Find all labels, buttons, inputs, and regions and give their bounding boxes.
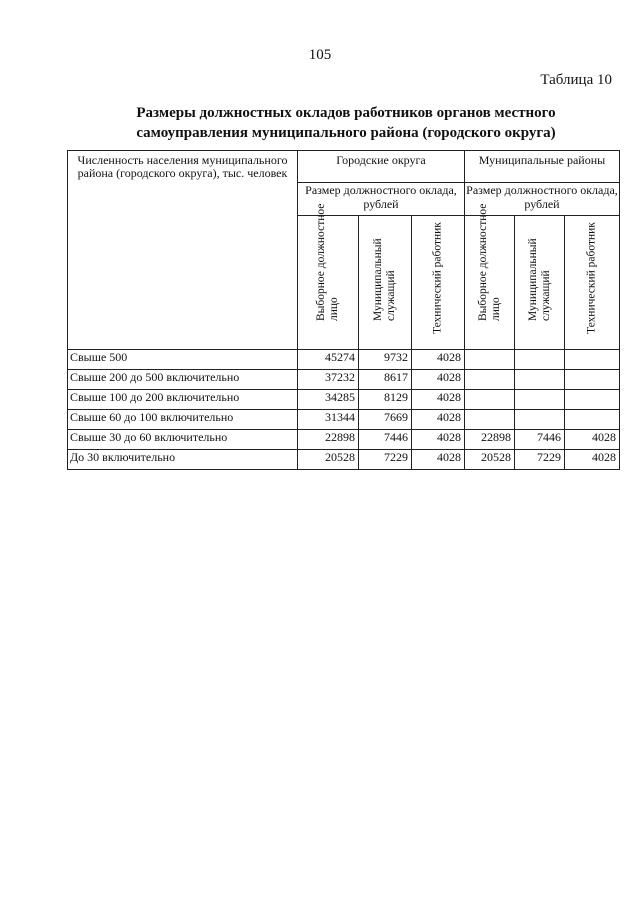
cell-municipal-tech xyxy=(565,370,620,390)
cell-municipal-servant: 7229 xyxy=(515,450,565,470)
cell-municipal-tech xyxy=(565,390,620,410)
header-salary-municipal: Размер должностного оклада, рублей xyxy=(465,183,620,216)
header-municipal-districts: Муниципальные районы xyxy=(465,151,620,183)
cell-urban-elected: 20528 xyxy=(298,450,359,470)
cell-urban-elected: 31344 xyxy=(298,410,359,430)
cell-municipal-elected xyxy=(465,350,515,370)
table-row xyxy=(68,370,620,390)
cell-municipal-servant xyxy=(515,410,565,430)
cell-municipal-servant: 7446 xyxy=(515,430,565,450)
cell-municipal-elected: 22898 xyxy=(465,430,515,450)
header-col-label: Муниципальный служащий xyxy=(372,238,397,321)
cell-urban-elected: 37232 xyxy=(298,370,359,390)
cell-urban-elected: 45274 xyxy=(298,350,359,370)
cell-urban-servant: 7229 xyxy=(359,450,412,470)
header-col-tech-municipal xyxy=(565,216,620,350)
row-label: До 30 включительно xyxy=(68,450,298,470)
cell-urban-tech: 4028 xyxy=(412,350,465,370)
header-col-label: Технический работник xyxy=(431,222,444,334)
cell-municipal-tech: 4028 xyxy=(565,430,620,450)
cell-municipal-elected xyxy=(465,410,515,430)
header-col-tech-urban xyxy=(412,216,465,350)
header-salary-urban: Размер должностного оклада, рублей xyxy=(298,183,465,216)
cell-municipal-tech: 4028 xyxy=(565,450,620,470)
header-col-label: Муниципальный служащий xyxy=(526,238,552,321)
cell-urban-tech: 4028 xyxy=(412,390,465,410)
cell-urban-servant: 7446 xyxy=(359,430,412,450)
table-row xyxy=(68,430,620,450)
cell-urban-servant: 7669 xyxy=(359,410,412,430)
cell-municipal-tech xyxy=(565,410,620,430)
page-title xyxy=(60,103,632,143)
page-number: 105 xyxy=(308,47,332,63)
cell-urban-elected: 34285 xyxy=(298,390,359,410)
row-label: Свыше 60 до 100 включительно xyxy=(68,410,298,430)
header-col-servant-urban xyxy=(359,216,412,350)
cell-urban-tech: 4028 xyxy=(412,410,465,430)
header-col-elected-urban xyxy=(298,203,359,350)
header-population: Численность населения муниципального района (городского округа), тыс. человек xyxy=(68,151,298,350)
table-row xyxy=(68,390,620,410)
header-col-label: Выборное должностное лицо xyxy=(315,203,340,321)
salary-table xyxy=(67,150,620,470)
cell-municipal-tech xyxy=(565,350,620,370)
table-row xyxy=(68,450,620,470)
table-label: Таблица 10 xyxy=(540,72,612,88)
cell-municipal-elected xyxy=(465,370,515,390)
title-line-1: Размеры должностных окладов работников органов местного xyxy=(136,105,556,121)
row-label: Свыше 500 xyxy=(68,350,298,370)
cell-municipal-elected xyxy=(465,390,515,410)
cell-urban-tech: 4028 xyxy=(412,430,465,450)
cell-urban-servant: 9732 xyxy=(359,350,412,370)
row-label: Свыше 30 до 60 включительно xyxy=(68,430,298,450)
table-row xyxy=(68,350,620,370)
cell-urban-tech: 4028 xyxy=(412,370,465,390)
header-col-elected-municipal xyxy=(465,203,515,350)
row-label: Свыше 200 до 500 включительно xyxy=(68,370,298,390)
title-line-2: самоуправления муниципального района (городского округа) xyxy=(136,125,556,141)
cell-urban-tech: 4028 xyxy=(412,450,465,470)
cell-municipal-servant xyxy=(515,390,565,410)
header-urban-districts: Городские округа xyxy=(298,151,465,183)
cell-municipal-servant xyxy=(515,370,565,390)
cell-municipal-servant xyxy=(515,350,565,370)
header-col-label: Технический работник xyxy=(585,222,598,334)
header-col-servant-municipal xyxy=(515,216,565,350)
cell-urban-elected: 22898 xyxy=(298,430,359,450)
table-row xyxy=(68,410,620,430)
cell-municipal-elected: 20528 xyxy=(465,450,515,470)
cell-urban-servant: 8129 xyxy=(359,390,412,410)
header-col-label: Выборное должностное лицо xyxy=(476,203,502,321)
row-label: Свыше 100 до 200 включительно xyxy=(68,390,298,410)
cell-urban-servant: 8617 xyxy=(359,370,412,390)
